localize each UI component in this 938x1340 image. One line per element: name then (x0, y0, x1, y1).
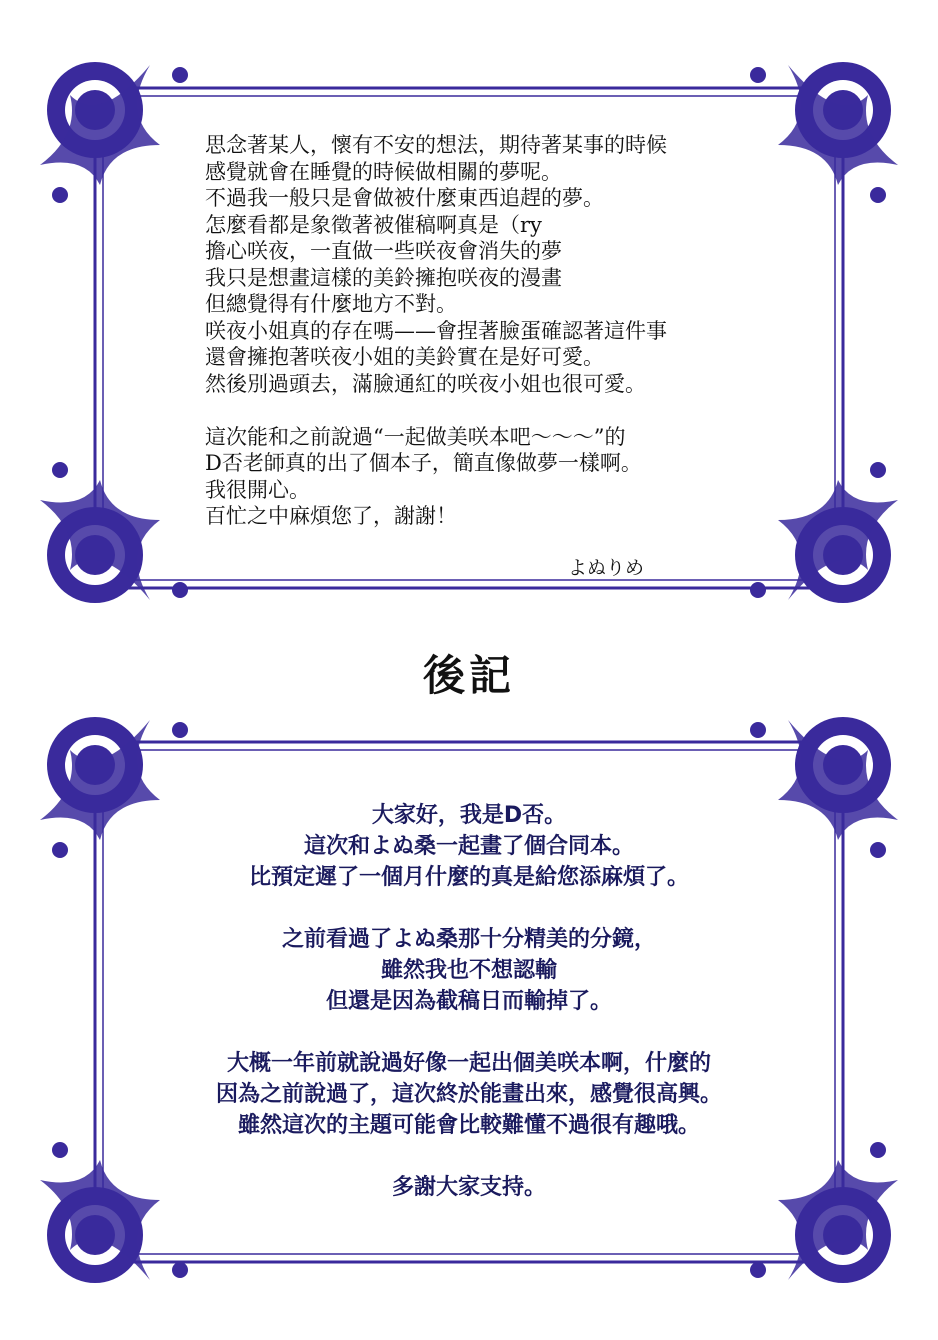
text-line: 雖然這次的主題可能會比較難懂不過很有趣哦。 (237, 1113, 700, 1138)
text-line: 擔心咲夜，一直做一些咲夜會消失的夢 (205, 239, 562, 263)
blank-line (0, 893, 938, 924)
text-line: 我只是想畫這樣的美鈴擁抱咲夜的漫畫 (205, 265, 562, 290)
floral-ornament-icon (750, 62, 898, 203)
top-note-text (205, 132, 667, 530)
text-line: 這次和よぬ桑一起畫了個合同本。 (303, 834, 634, 859)
floral-ornament-icon (40, 462, 188, 603)
author-signature: よぬりめ (568, 557, 645, 579)
top-note-panel (0, 40, 938, 620)
text-line: 還會擁抱著咲夜小姐的美鈴實在是好可愛。 (205, 345, 604, 369)
text-line: 思念著某人，懷有不安的想法，期待著某事的時候 (205, 133, 667, 157)
floral-ornament-icon (40, 62, 188, 203)
text-line: 因為之前說過了，這次終於能畫出來，感覺很高興。 (215, 1082, 722, 1107)
floral-ornament-icon (750, 462, 898, 603)
text-line: 但總覺得有什麼地方不對。 (205, 292, 457, 316)
blank-line (205, 397, 667, 424)
text-line: 這次能和之前說過“一起做美咲本吧～～～”的 (205, 424, 626, 449)
text-line: 之前看過了よぬ桑那十分精美的分鏡， (281, 927, 656, 952)
text-line: 雖然我也不想認輸 (380, 958, 557, 983)
text-line: D否老師真的出了個本子，簡直像做夢一樣啊。 (205, 451, 642, 475)
text-line: 咲夜小姐真的存在嗎——會捏著臉蛋確認著這件事 (205, 318, 667, 343)
text-line: 大家好，我是D否。 (371, 803, 567, 828)
text-line: 但還是因為截稿日而輸掉了。 (325, 989, 612, 1014)
text-line: 然後別過頭去，滿臉通紅的咲夜小姐也很可愛。 (205, 371, 646, 396)
bottom-note-panel (0, 700, 938, 1300)
text-line: 百忙之中麻煩您了，謝謝！ (205, 504, 457, 528)
text-line: 怎麼看都是象徵著被催稿啊真是（ry (205, 212, 542, 237)
text-line: 我很開心。 (205, 477, 310, 502)
text-line: 大概一年前就說過好像一起出個美咲本啊，什麼的 (226, 1051, 711, 1076)
bottom-note-text (0, 800, 938, 1203)
blank-line (0, 1017, 938, 1048)
text-line: 多謝大家支持。 (391, 1175, 546, 1200)
page-title: 後記 (422, 651, 515, 700)
blank-line (0, 1141, 938, 1172)
text-line: 比預定遲了一個月什麼的真是給您添麻煩了。 (248, 865, 689, 890)
text-line: 不過我一般只是會做被什麼東西追趕的夢。 (205, 186, 604, 210)
text-line: 感覺就會在睡覺的時候做相關的夢呢。 (205, 159, 562, 184)
